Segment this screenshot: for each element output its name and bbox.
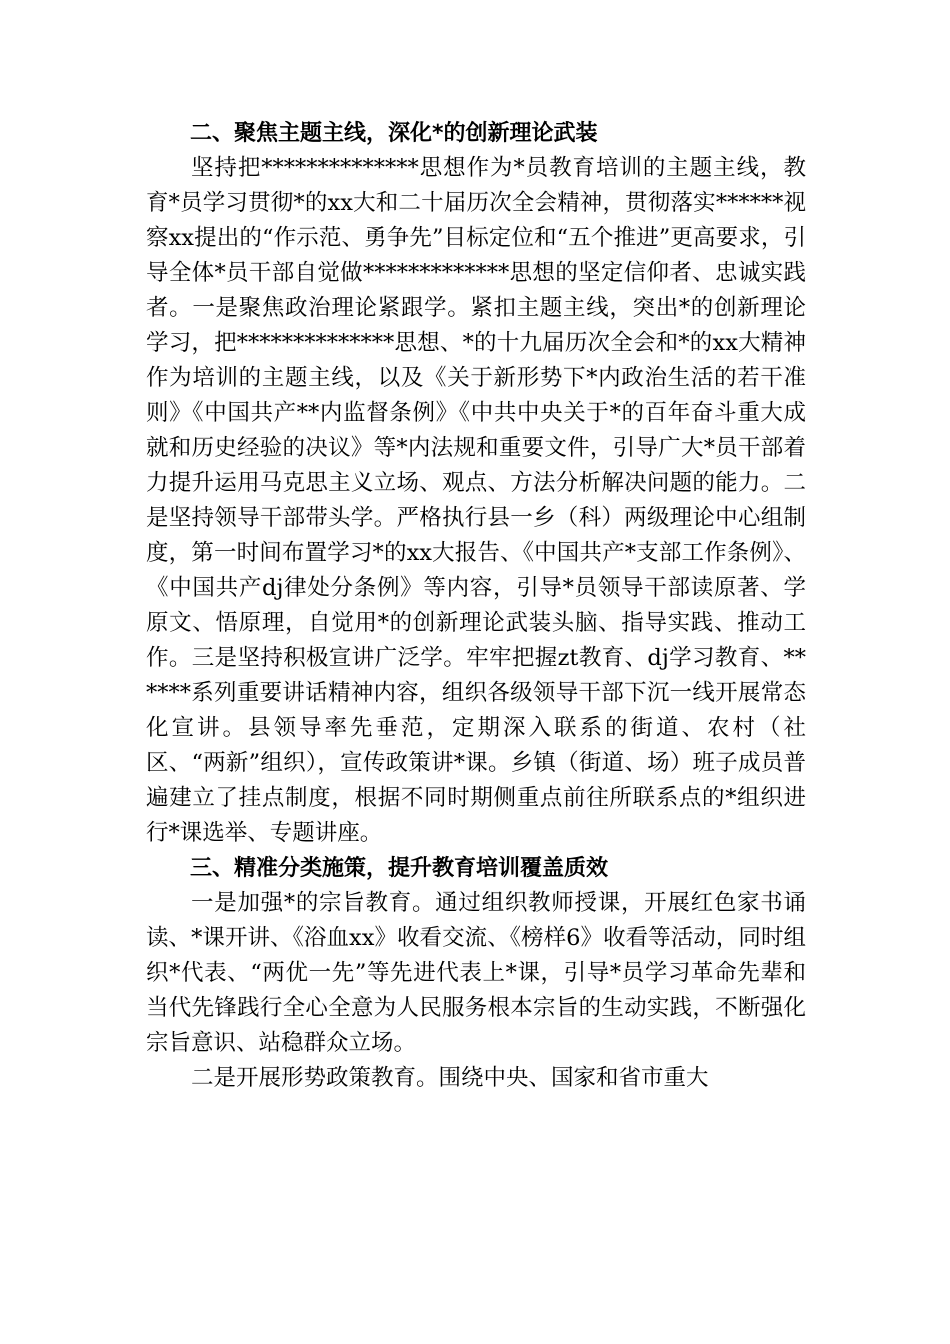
section-3-paragraph-1: 一是加强*的宗旨教育。通过组织教师授课，开展红色家书诵读、*课开讲、《浴血xx》收看交流、《榜样6》收看等活动，同时组织*代表、“两优一先”等先进代表上*课，引导*员学习革命先辈和当代先锋践行全心全意为人民服务根本宗旨的生动实践，不断强化宗旨意识、站稳群众立场。 (146, 890, 806, 1056)
section-2-heading: 二、聚焦主题主线，深化*的创新理论武装 (190, 121, 598, 146)
section-2-paragraph: 坚持把**************思想作为*员教育培训的主题主线，教育*员学习贯彻*的xx大和二十届历次全会精神，贯彻落实******视察xx提出的“作示范、勇争先”目标定位和“五个推进”更高要求，引导全体*员干部自觉做*************思想的坚定信仰者、忠诚实践者。一是聚焦政治理论紧跟学。紧扣主题主线，突出*的创新理论学习，把**************思想、*的十九届历次全会和*的xx大精神作为培训的主题主线，以及《关于新形势下*内政治生活的若干准则》《中国共产**内监督条例》《中共中央关于*的百年奋斗重大成就和历史经验的决议》等*内法规和重要文件，引导广大*员干部着力提升运用马克思主义立场、观点、方法分析解决问题的能力。二是坚持领导干部带头学。严格执行县一乡（科）两级理论中心组制度，第一时间布置学习*的xx大报告、《中国共产*支部工作条例》、《中国共产dj律处分条例》等内容，引导*员领导干部读原著、学原文、悟原理，自觉用*的创新理论武装头脑、指导实践、推动工作。三是坚持积极宣讲广泛学。牢牢把握zt教育、dj学习教育、******系列重要讲话精神内容，组织各级领导干部下沉一线开展常态化宣讲。县领导率先垂范，定期深入联系的街道、农村（社区、“两新”组织），宣传政策讲*课。乡镇（街道、场）班子成员普遍建立了挂点制度，根据不同时期侧重点前往所联系点的*组织进行*课选举、专题讲座。 (146, 155, 806, 846)
section-3-heading: 三、精准分类施策，提升教育培训覆盖质效 (190, 856, 609, 881)
document-page (146, 116, 806, 1096)
section-3-paragraph-2: 二是开展形势政策教育。围绕中央、国家和省市重大 (191, 1065, 709, 1091)
